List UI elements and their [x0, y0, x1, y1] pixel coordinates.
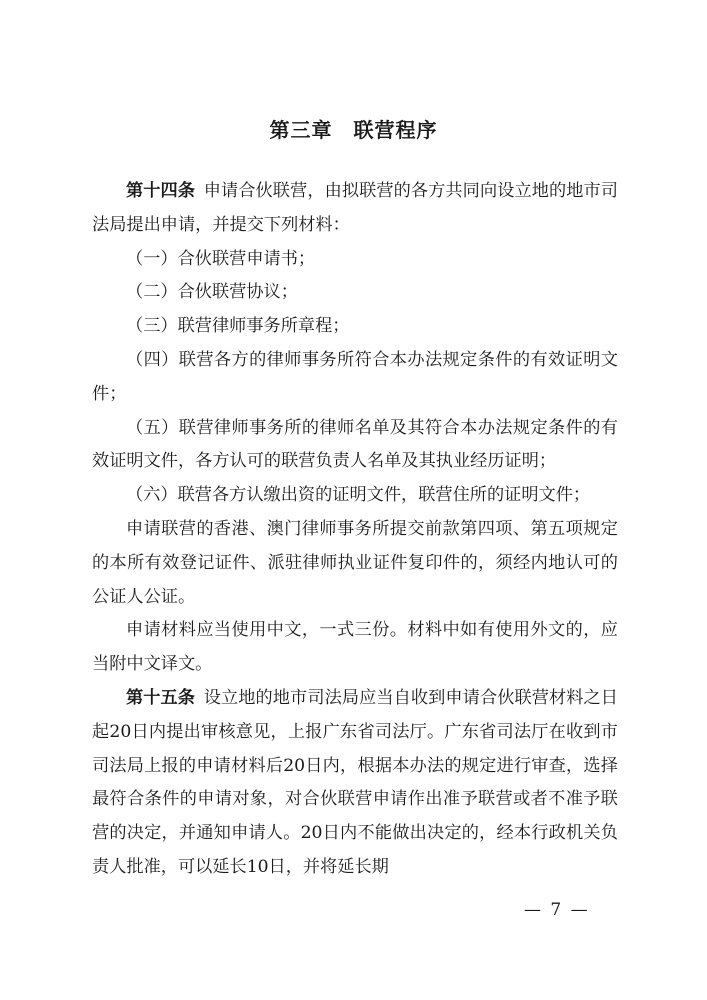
list-item: （二）合伙联营协议； [126, 282, 298, 303]
chapter-title: 第三章 联营程序 [269, 118, 438, 142]
paragraph: 申请材料应当使用中文，一式三份。材料中如有使用外文的，应当附中文译文。 [92, 620, 618, 675]
article-14-paragraph [92, 175, 618, 243]
list-item: （三）联营律师事务所章程； [126, 316, 350, 337]
paragraph: 申请联营的香港、澳门律师事务所提交前款第四项、第五项规定的本所有效登记证件、派驻律师执业证件复印件的，须经内地认可的公证人公证。 [92, 518, 618, 607]
page-number: — 7 — [524, 900, 590, 920]
article-number: 第十四条 [126, 181, 196, 201]
article-15-paragraph [92, 682, 618, 885]
document-body [92, 175, 618, 885]
list-item: （六）联营各方认缴出资的证明文件，联营住所的证明文件； [126, 485, 591, 506]
list-item: （四）联营各方的律师事务所符合本办法规定条件的有效证明文件； [92, 349, 618, 404]
list-item: （一）合伙联营申请书； [126, 248, 316, 269]
article-number: 第十五条 [126, 687, 196, 708]
article-text: 设立地的地市司法局应当自收到申请合伙联营材料之日起20日内提出审核意见，上报广东省司法厅。广东省司法厅在收到市司法局上报的申请材料后20日内，根据本办法的规定进行审查，选择最符合条件的申请对象，对合伙联营申请作出准予联营或者不准予联营的决定，并通知申请人。20日内不能做出决定的，经本行政机关负责人批准，可以延长10日，并将延长期 [92, 687, 618, 877]
list-item: （五）联营律师事务所的律师名单及其符合本办法规定条件的有效证明文件，各方认可的联营负责人名单及其执业经历证明； [92, 417, 618, 472]
article-text: 申请合伙联营，由拟联营的各方共同向设立地的地市司法局提出申请，并提交下列材料： [92, 181, 618, 235]
